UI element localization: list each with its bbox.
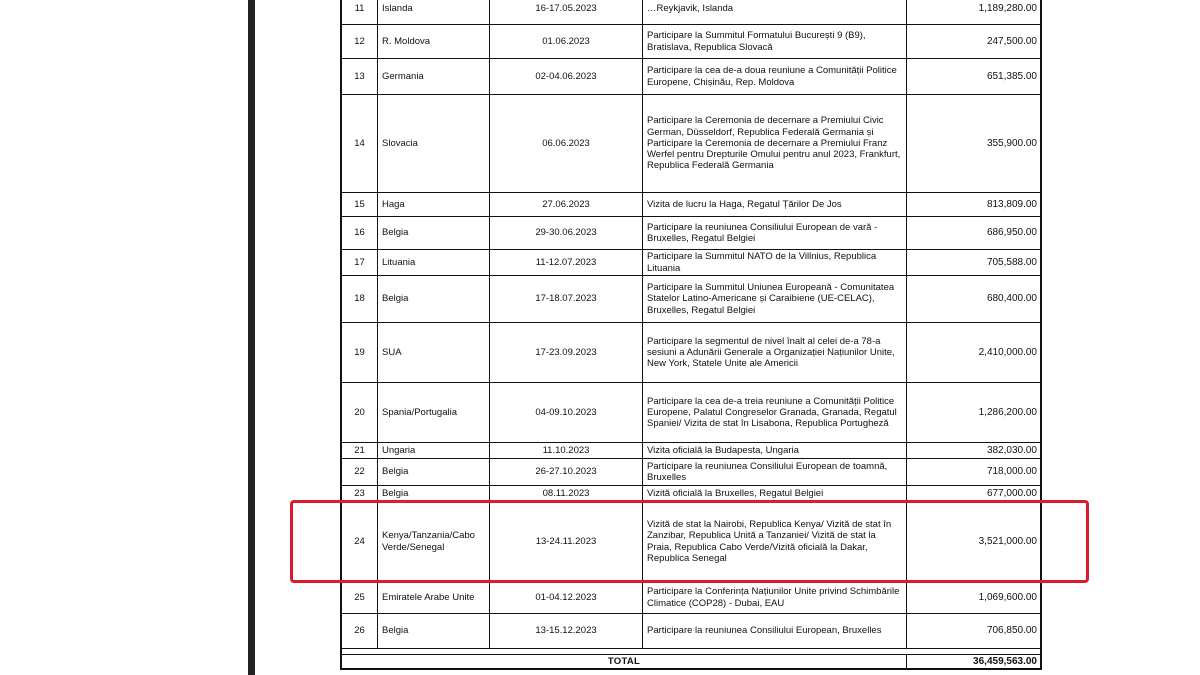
row-country: Belgia bbox=[378, 459, 490, 486]
row-description: Participare la reuniunea Consiliului European de vară - Bruxelles, Regatul Belgiei bbox=[643, 217, 907, 250]
row-amount: 3,521,000.00 bbox=[907, 502, 1041, 582]
row-description: Participare la Summitul NATO de la Villnius, Republica Lituania bbox=[643, 250, 907, 276]
row-number: 14 bbox=[342, 95, 378, 193]
row-amount: 677,000.00 bbox=[907, 486, 1041, 502]
table-row bbox=[342, 95, 1041, 193]
row-date: 01-04.12.2023 bbox=[490, 582, 643, 614]
row-amount: 1,069,600.00 bbox=[907, 582, 1041, 614]
row-date: 17-23.09.2023 bbox=[490, 323, 643, 383]
row-description: …Reykjavik, Islanda bbox=[643, 0, 907, 25]
row-country: Ungaria bbox=[378, 443, 490, 459]
row-number: 18 bbox=[342, 276, 378, 323]
row-description: Vizita oficială la Budapesta, Ungaria bbox=[643, 443, 907, 459]
row-country: Slovacia bbox=[378, 95, 490, 193]
row-description: Vizită oficială la Bruxelles, Regatul Belgiei bbox=[643, 486, 907, 502]
row-country: Haga bbox=[378, 193, 490, 217]
row-country: Germania bbox=[378, 59, 490, 95]
row-number: 15 bbox=[342, 193, 378, 217]
table-row bbox=[342, 383, 1041, 443]
row-date: 01.06.2023 bbox=[490, 25, 643, 59]
row-country: Belgia bbox=[378, 217, 490, 250]
row-date: 26-27.10.2023 bbox=[490, 459, 643, 486]
row-country: Islanda bbox=[378, 0, 490, 25]
row-date: 02-04.06.2023 bbox=[490, 59, 643, 95]
row-number: 20 bbox=[342, 383, 378, 443]
table-row bbox=[342, 486, 1041, 502]
row-number: 21 bbox=[342, 443, 378, 459]
row-amount: 813,809.00 bbox=[907, 193, 1041, 217]
viewer-divider bbox=[248, 0, 255, 675]
row-date: 04-09.10.2023 bbox=[490, 383, 643, 443]
row-amount: 2,410,000.00 bbox=[907, 323, 1041, 383]
row-description: Participare la cea de-a treia reuniune a Comunității Politice Europene, Palatul Congreselor Granada, Granada, Regatul Spaniei/ Vizita de stat în Lisabona, Republica Portugheză bbox=[643, 383, 907, 443]
row-date: 13-24.11.2023 bbox=[490, 502, 643, 582]
row-amount: 355,900.00 bbox=[907, 95, 1041, 193]
table-row bbox=[342, 250, 1041, 276]
row-date: 06.06.2023 bbox=[490, 95, 643, 193]
row-number: 23 bbox=[342, 486, 378, 502]
total-amount: 36,459,563.00 bbox=[907, 655, 1041, 669]
row-description: Participare la segmentul de nivel înalt al celei de-a 78-a sesiuni a Adunării Generale a Organizației Națiunilor Unite, New York, Statele Unite ale Americii bbox=[643, 323, 907, 383]
expenses-table bbox=[341, 0, 1041, 669]
row-country: Belgia bbox=[378, 276, 490, 323]
row-amount: 651,385.00 bbox=[907, 59, 1041, 95]
table-row bbox=[342, 582, 1041, 614]
row-country: R. Moldova bbox=[378, 25, 490, 59]
row-description: Vizită de stat la Nairobi, Republica Kenya/ Vizită de stat în Zanzibar, Republica Unită a Tanzaniei/ Vizită de stat la Praia, Republica Cabo Verde/Vizită oficială la Dakar, Republica Senegal bbox=[643, 502, 907, 582]
row-date: 11-12.07.2023 bbox=[490, 250, 643, 276]
row-number: 11 bbox=[342, 0, 378, 25]
row-date: 16-17.05.2023 bbox=[490, 0, 643, 25]
row-description: Participare la Summitul Uniunea Europeană - Comunitatea Statelor Latino-Americane și Caraibiene (UE-CELAC), Bruxelles, Regatul Belgiei bbox=[643, 276, 907, 323]
row-number: 19 bbox=[342, 323, 378, 383]
row-country: SUA bbox=[378, 323, 490, 383]
row-amount: 718,000.00 bbox=[907, 459, 1041, 486]
row-amount: 247,500.00 bbox=[907, 25, 1041, 59]
row-description: Vizita de lucru la Haga, Regatul Țărilor De Jos bbox=[643, 193, 907, 217]
row-number: 25 bbox=[342, 582, 378, 614]
row-description: Participare la reuniunea Consiliului European de toamnă, Bruxelles bbox=[643, 459, 907, 486]
table-row bbox=[342, 276, 1041, 323]
table-row bbox=[342, 59, 1041, 95]
row-number: 13 bbox=[342, 59, 378, 95]
row-description: Participare la reuniunea Consiliului European, Bruxelles bbox=[643, 614, 907, 649]
row-amount: 1,286,200.00 bbox=[907, 383, 1041, 443]
table-row bbox=[342, 459, 1041, 486]
row-amount: 706,850.00 bbox=[907, 614, 1041, 649]
row-date: 17-18.07.2023 bbox=[490, 276, 643, 323]
row-number: 22 bbox=[342, 459, 378, 486]
left-blank-area bbox=[0, 0, 248, 675]
row-country: Emiratele Arabe Unite bbox=[378, 582, 490, 614]
row-number: 12 bbox=[342, 25, 378, 59]
row-description: Participare la Ceremonia de decernare a Premiului Civic German, Düsseldorf, Republica Federală Germania și Participare la Ceremonia de decernare a Premiului Franz Werfel pentru Drepturile Omului pentru anul 2023, Frankfurt, Republica Federală Germania bbox=[643, 95, 907, 193]
table-row bbox=[342, 614, 1041, 649]
row-country: Belgia bbox=[378, 614, 490, 649]
row-amount: 382,030.00 bbox=[907, 443, 1041, 459]
row-amount: 705,588.00 bbox=[907, 250, 1041, 276]
table-row bbox=[342, 502, 1041, 582]
table-row bbox=[342, 25, 1041, 59]
total-label: TOTAL bbox=[342, 655, 907, 669]
table-row bbox=[342, 0, 1041, 25]
row-country: Spania/Portugalia bbox=[378, 383, 490, 443]
row-number: 16 bbox=[342, 217, 378, 250]
row-date: 11.10.2023 bbox=[490, 443, 643, 459]
total-row bbox=[342, 655, 1041, 669]
table-row bbox=[342, 217, 1041, 250]
table-row bbox=[342, 193, 1041, 217]
row-country: Lituania bbox=[378, 250, 490, 276]
row-country: Kenya/Tanzania/Cabo Verde/Senegal bbox=[378, 502, 490, 582]
row-description: Participare la Summitul Formatului București 9 (B9), Bratislava, Republica Slovacă bbox=[643, 25, 907, 59]
row-number: 17 bbox=[342, 250, 378, 276]
table-row bbox=[342, 323, 1041, 383]
row-number: 24 bbox=[342, 502, 378, 582]
row-date: 08.11.2023 bbox=[490, 486, 643, 502]
row-amount: 680,400.00 bbox=[907, 276, 1041, 323]
row-date: 13-15.12.2023 bbox=[490, 614, 643, 649]
row-amount: 686,950.00 bbox=[907, 217, 1041, 250]
row-country: Belgia bbox=[378, 486, 490, 502]
row-date: 27.06.2023 bbox=[490, 193, 643, 217]
table-row bbox=[342, 443, 1041, 459]
row-number: 26 bbox=[342, 614, 378, 649]
row-date: 29-30.06.2023 bbox=[490, 217, 643, 250]
row-description: Participare la cea de-a doua reuniune a Comunității Politice Europene, Chișinău, Rep. Moldova bbox=[643, 59, 907, 95]
row-description: Participare la Conferința Națiunilor Unite privind Schimbările Climatice (COP28) - Dubai, EAU bbox=[643, 582, 907, 614]
row-amount: 1,189,280.00 bbox=[907, 0, 1041, 25]
